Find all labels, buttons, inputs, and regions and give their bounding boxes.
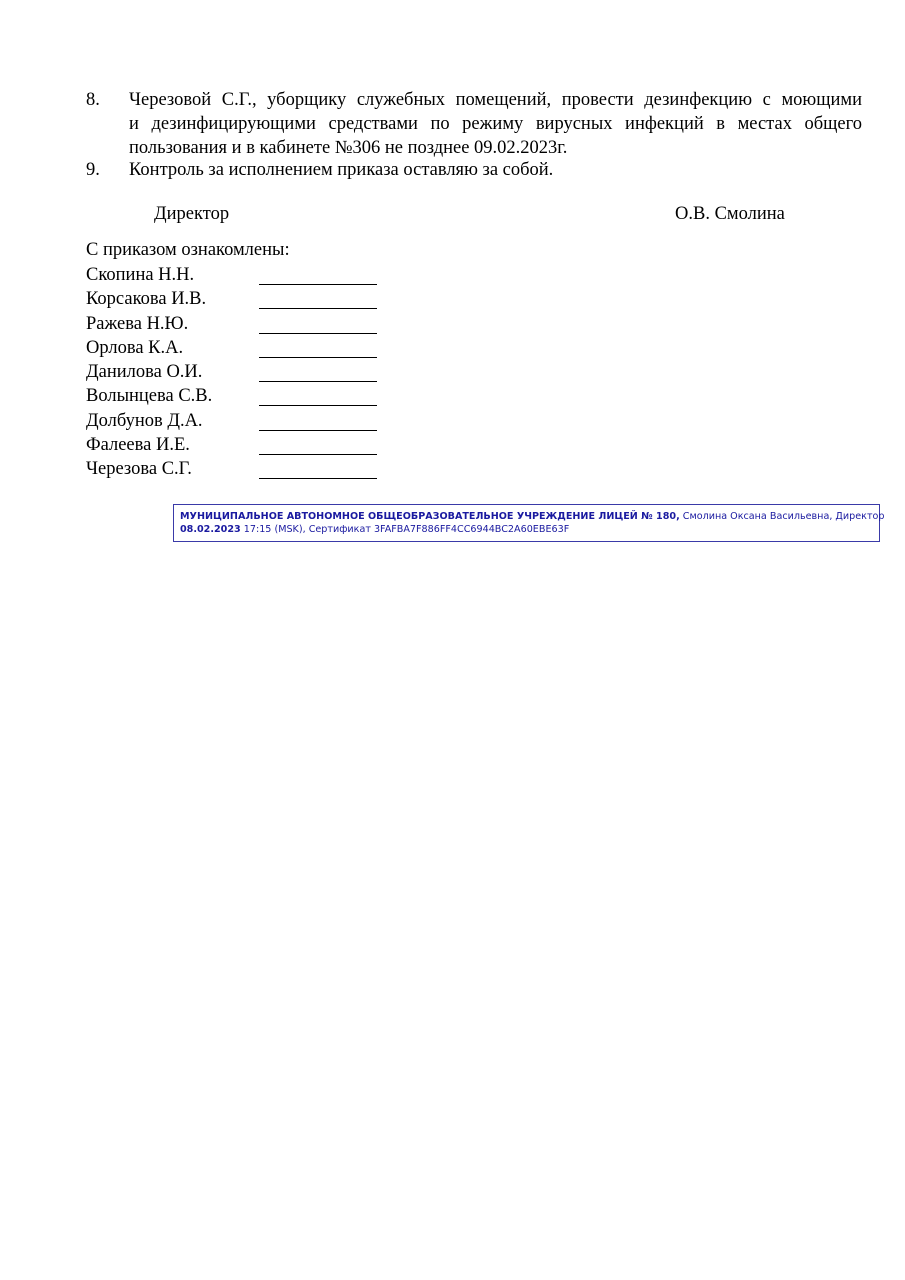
esign-line-2 xyxy=(180,523,873,536)
signature-line xyxy=(259,430,377,431)
person-name: Долбунов Д.А. xyxy=(86,410,203,431)
acknowledgement-row xyxy=(86,263,386,287)
acknowledgement-row xyxy=(86,312,386,336)
signature-line xyxy=(259,478,377,479)
electronic-signature-stamp xyxy=(173,504,885,542)
signature-line xyxy=(259,308,377,309)
esign-date: 08.02.2023 xyxy=(180,524,241,535)
acknowledgement-row xyxy=(86,409,386,433)
esign-certificate: 17:15 (MSK), Сертификат 3FAFBA7F886FF4CC6944BC2A60EBE63F xyxy=(240,524,570,535)
esign-organization: МУНИЦИПАЛЬНОЕ АВТОНОМНОЕ ОБЩЕОБРАЗОВАТЕЛЬНОЕ УЧРЕЖДЕНИЕ ЛИЦЕЙ № 180, xyxy=(180,511,680,522)
person-name: Данилова О.И. xyxy=(86,362,203,383)
person-name: Фалеева И.Е. xyxy=(86,435,190,456)
item-number: 9. xyxy=(86,160,100,180)
signature-line xyxy=(259,381,377,382)
acknowledgement-list xyxy=(86,263,386,482)
person-name: Черезова С.Г. xyxy=(86,459,192,480)
acknowledgement-row xyxy=(86,336,386,360)
person-name: Орлова К.А. xyxy=(86,337,184,358)
person-name: Волынцева С.В. xyxy=(86,386,213,407)
signature-line xyxy=(259,333,377,334)
item-text xyxy=(129,158,862,182)
esign-signer: Смолина Оксана Васильевна, Директор xyxy=(679,511,885,522)
signature-line xyxy=(259,405,377,406)
person-name: Корсакова И.В. xyxy=(86,289,207,310)
item-text-line: Контроль за исполнением приказа оставляю за собой. xyxy=(129,160,554,180)
signature-line xyxy=(259,454,377,455)
esign-line-1 xyxy=(180,510,885,523)
order-item-9 xyxy=(86,158,862,182)
signature-position: Директор xyxy=(154,204,230,224)
item-text-line: Черезовой С.Г., уборщику служебных помещений, провести дезинфекцию с моющими xyxy=(129,90,862,110)
acknowledgement-title: С приказом ознакомлены: xyxy=(86,240,290,260)
signature-line xyxy=(259,284,377,285)
acknowledgement-row xyxy=(86,457,386,481)
item-text-line: пользования и в кабинете №306 не позднее 09.02.2023г. xyxy=(129,138,568,158)
signature-line xyxy=(259,357,377,358)
acknowledgement-row xyxy=(86,360,386,384)
item-text-line: и дезинфицирующими средствами по режиму вирусных инфекций в местах общего xyxy=(129,114,862,134)
item-number: 8. xyxy=(86,90,100,110)
item-text xyxy=(129,88,862,160)
acknowledgement-row xyxy=(86,287,386,311)
person-name: Ражева Н.Ю. xyxy=(86,313,189,334)
acknowledgement-row xyxy=(86,433,386,457)
person-name: Скопина Н.Н. xyxy=(86,265,195,285)
signature-name: О.В. Смолина xyxy=(675,204,785,224)
order-item-8 xyxy=(86,88,862,160)
acknowledgement-row xyxy=(86,384,386,408)
